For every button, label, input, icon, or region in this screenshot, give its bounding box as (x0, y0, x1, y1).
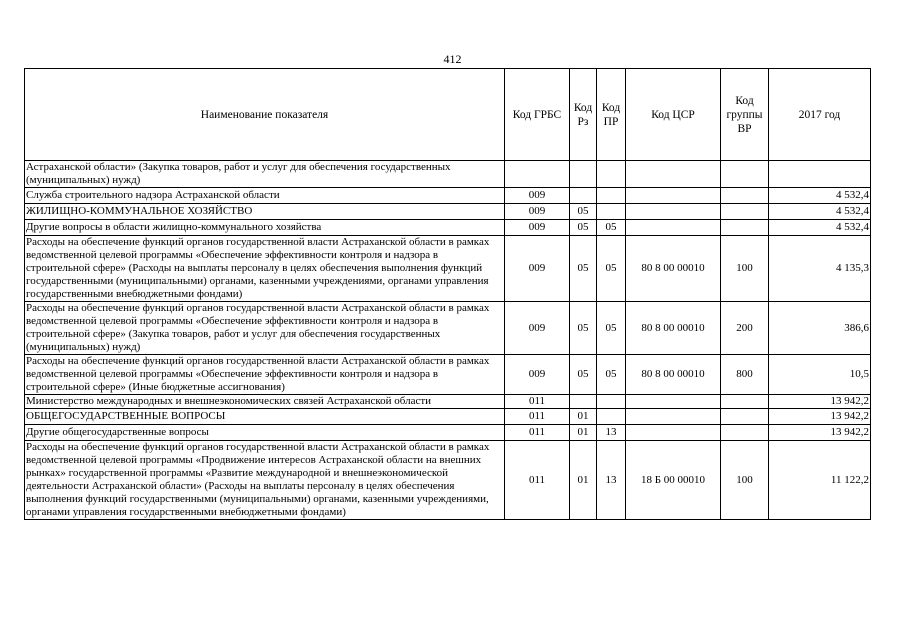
row-name: ЖИЛИЩНО-КОММУНАЛЬНОЕ ХОЗЯЙСТВО (25, 204, 505, 220)
row-rz: 05 (570, 355, 597, 395)
row-amount: 13 942,2 (769, 395, 871, 409)
row-vr: 100 (721, 441, 769, 520)
row-csr (626, 204, 721, 220)
header-grbs: Код ГРБС (505, 69, 570, 161)
row-name: ОБЩЕГОСУДАРСТВЕННЫЕ ВОПРОСЫ (25, 409, 505, 425)
row-vr (721, 409, 769, 425)
row-csr (626, 425, 721, 441)
row-pr: 05 (597, 302, 626, 355)
row-pr (597, 188, 626, 204)
header-rz: Код Рз (570, 69, 597, 161)
row-vr (721, 425, 769, 441)
header-name: Наименование показателя (25, 69, 505, 161)
row-grbs (505, 161, 570, 188)
header-csr: Код ЦСР (626, 69, 721, 161)
row-vr: 800 (721, 355, 769, 395)
header-pr: Код ПР (597, 69, 626, 161)
table-row (25, 220, 871, 236)
row-csr (626, 409, 721, 425)
row-grbs: 009 (505, 302, 570, 355)
row-name: Министерство международных и внешнеэкономических связей Астраханской области (25, 395, 505, 409)
row-rz: 05 (570, 220, 597, 236)
row-amount: 4 532,4 (769, 188, 871, 204)
row-amount: 4 532,4 (769, 220, 871, 236)
row-name: Другие общегосударственные вопросы (25, 425, 505, 441)
table-row (25, 302, 871, 355)
row-amount: 10,5 (769, 355, 871, 395)
row-rz (570, 161, 597, 188)
row-amount: 4 532,4 (769, 204, 871, 220)
row-name: Другие вопросы в области жилищно-коммунального хозяйства (25, 220, 505, 236)
row-csr: 80 8 00 00010 (626, 355, 721, 395)
row-amount: 13 942,2 (769, 425, 871, 441)
row-grbs: 009 (505, 220, 570, 236)
table-row (25, 395, 871, 409)
row-amount: 11 122,2 (769, 441, 871, 520)
row-grbs: 009 (505, 355, 570, 395)
row-vr (721, 220, 769, 236)
row-csr: 18 Б 00 00010 (626, 441, 721, 520)
row-grbs: 011 (505, 425, 570, 441)
row-csr (626, 161, 721, 188)
row-csr (626, 395, 721, 409)
row-grbs: 011 (505, 409, 570, 425)
row-pr: 05 (597, 355, 626, 395)
row-pr (597, 395, 626, 409)
row-grbs: 009 (505, 204, 570, 220)
row-pr: 13 (597, 425, 626, 441)
row-rz: 01 (570, 425, 597, 441)
row-pr: 05 (597, 220, 626, 236)
row-csr: 80 8 00 00010 (626, 302, 721, 355)
row-name: Расходы на обеспечение функций органов государственной власти Астраханской области в рамках ведомственной целевой программы «Обеспечение эффективности контроля и надзора в строительной сфере» (Иные бюджетные ассигнования) (25, 355, 505, 395)
row-vr (721, 204, 769, 220)
row-pr: 05 (597, 236, 626, 302)
table-row (25, 441, 871, 520)
row-csr (626, 188, 721, 204)
row-vr (721, 395, 769, 409)
row-csr: 80 8 00 00010 (626, 236, 721, 302)
header-year: 2017 год (769, 69, 871, 161)
row-amount (769, 161, 871, 188)
row-pr: 13 (597, 441, 626, 520)
row-grbs: 011 (505, 441, 570, 520)
table-row (25, 188, 871, 204)
row-grbs: 009 (505, 236, 570, 302)
row-name: Расходы на обеспечение функций органов государственной власти Астраханской области в рамках ведомственной целевой программы «Обеспечение эффективности контроля и надзора в строительной сфере» (Расходы на выплаты персоналу в целях обеспечения выполнения функций государственными (муниципальными) органами, казенными учреждениями, органами управления государственными внебюджетными фондами) (25, 236, 505, 302)
row-amount: 386,6 (769, 302, 871, 355)
row-rz: 01 (570, 409, 597, 425)
row-name: Расходы на обеспечение функций органов государственной власти Астраханской области в рамках ведомственной целевой программы «Обеспечение эффективности контроля и надзора в строительной сфере» (Закупка товаров, работ и услуг для обеспечения государственных (муниципальных) нужд) (25, 302, 505, 355)
row-name: Расходы на обеспечение функций органов государственной власти Астраханской области в рамках ведомственной целевой программы «Продвижение интересов Астраханской области на внешних рынках» государственной программы «Развитие международной и внешнеэкономической деятельности Астраханской области» (Расходы на выплаты персоналу в целях обеспечения выполнения функций государственными (муниципальными) органами, казенными учреждениями, органами управления государственными внебюджетными фондами) (25, 441, 505, 520)
row-pr (597, 161, 626, 188)
table-row (25, 204, 871, 220)
budget-table (24, 68, 871, 520)
row-vr: 200 (721, 302, 769, 355)
row-vr: 100 (721, 236, 769, 302)
row-vr (721, 161, 769, 188)
row-pr (597, 204, 626, 220)
table-row (25, 425, 871, 441)
page-number: 412 (443, 52, 462, 66)
row-rz: 05 (570, 302, 597, 355)
table-row (25, 236, 871, 302)
header-vr: Код группы ВР (721, 69, 769, 161)
row-grbs: 011 (505, 395, 570, 409)
row-grbs: 009 (505, 188, 570, 204)
row-rz (570, 395, 597, 409)
row-pr (597, 409, 626, 425)
row-vr (721, 188, 769, 204)
row-rz: 01 (570, 441, 597, 520)
row-rz: 05 (570, 204, 597, 220)
table-row (25, 409, 871, 425)
table-row (25, 355, 871, 395)
row-amount: 4 135,3 (769, 236, 871, 302)
row-amount: 13 942,2 (769, 409, 871, 425)
row-name: Астраханской области» (Закупка товаров, работ и услуг для обеспечения государственных (муниципальных) нужд) (25, 161, 505, 188)
row-rz: 05 (570, 236, 597, 302)
row-rz (570, 188, 597, 204)
row-csr (626, 220, 721, 236)
table-row (25, 161, 871, 188)
table-header-row (25, 69, 871, 161)
row-name: Служба строительного надзора Астраханской области (25, 188, 505, 204)
